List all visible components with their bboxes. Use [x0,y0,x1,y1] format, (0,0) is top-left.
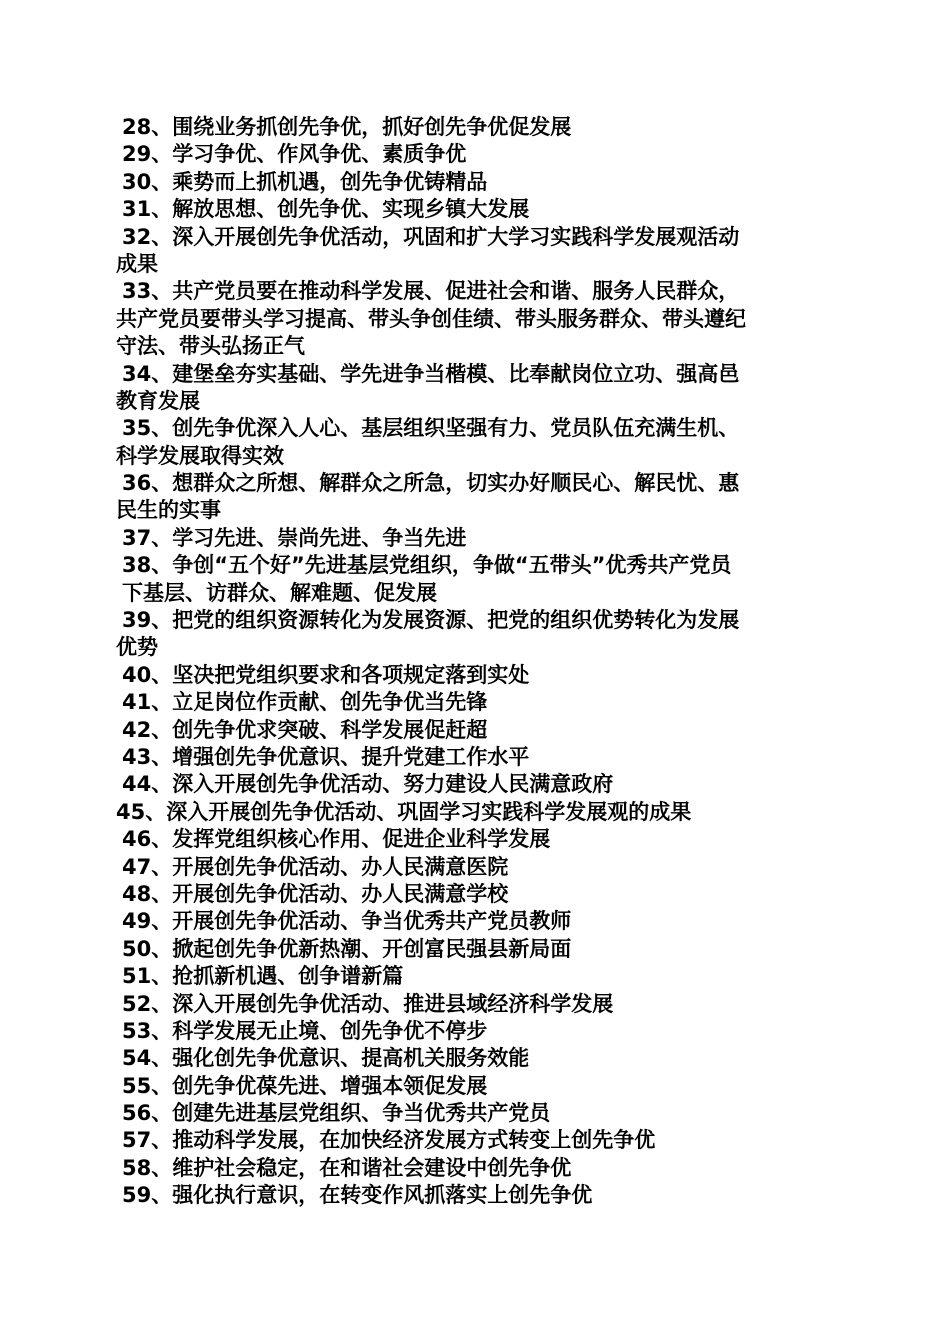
text-line: 41、立足岗位作贡献、创先争优当先锋 [122,690,488,715]
text-line: 59、强化执行意识，在转变作风抓落实上创先争优 [122,1183,593,1208]
text-line: 32、深入开展创先争优活动，巩固和扩大学习实践科学发展观活动 [122,224,740,249]
text-line: 守法、带头弘扬正气 [116,334,305,359]
text-line: 共产党员要带头学习提高、带头争创佳绩、带头服务群众、带头遵纪 [116,306,746,331]
text-line: 31、解放思想、创先争优、实现乡镇大发展 [122,197,530,222]
text-line: 34、建堡垒夯实基础、学先进争当楷模、比奉献岗位立功、强高邑 [122,361,740,386]
text-line: 36、想群众之所想、解群众之所急，切实办好顺民心、解民忧、惠 [122,471,740,496]
text-line: 35、创先争优深入人心、基层组织坚强有力、党员队伍充满生机、 [122,416,740,441]
text-line: 民生的实事 [116,498,221,523]
text-line: 58、维护社会稳定，在和谐社会建设中创先争优 [122,1155,572,1180]
text-line: 44、深入开展创先争优活动、努力建设人民满意政府 [122,772,614,797]
slogan-list [116,114,846,1210]
text-line: 49、开展创先争优活动、争当优秀共产党员教师 [122,909,572,934]
text-line: 45、深入开展创先争优活动、巩固学习实践科学发展观的成果 [116,799,692,824]
text-line: 47、开展创先争优活动、办人民满意医院 [122,854,509,879]
text-line: 48、开展创先争优活动、办人民满意学校 [122,881,509,906]
text-line: 33、共产党员要在推动科学发展、促进社会和谐、服务人民群众， [122,279,740,304]
text-line: 51、抢抓新机遇、创争谱新篇 [122,964,404,989]
text-line: 39、把党的组织资源转化为发展资源、把党的组织优势转化为发展 [122,608,740,633]
text-line: 52、深入开展创先争优活动、推进县域经济科学发展 [122,991,614,1016]
text-line: 科学发展取得实效 [116,443,284,468]
text-line: 46、发挥党组织核心作用、促进企业科学发展 [122,827,551,852]
text-line: 50、掀起创先争优新热潮、开创富民强县新局面 [122,936,572,961]
text-line: 教育发展 [116,388,200,413]
text-line: 成果 [116,251,158,276]
text-line: 57、推动科学发展，在加快经济发展方式转变上创先争优 [122,1128,656,1153]
text-line: 53、科学发展无止境、创先争优不停步 [122,1018,488,1043]
text-line: 38、争创“五个好”先进基层党组织，争做“五带头”优秀共产党员 [122,553,732,578]
text-line: 42、创先争优求突破、科学发展促赶超 [122,717,488,742]
text-line: 28、围绕业务抓创先争优，抓好创先争优促发展 [122,115,572,139]
text-line: 下基层、访群众、解难题、促发展 [122,580,437,605]
text-line: 优势 [116,635,158,660]
text-line: 37、学习先进、崇尚先进、争当先进 [122,525,467,550]
text-line: 54、强化创先争优意识、提高机关服务效能 [122,1046,530,1071]
text-line: 40、坚决把党组织要求和各项规定落到实处 [122,662,530,687]
text-line: 30、乘势而上抓机遇，创先争优铸精品 [122,169,488,194]
text-line: 29、学习争优、作风争优、素质争优 [122,142,467,167]
text-line: 56、创建先进基层党组织、争当优秀共产党员 [122,1101,551,1126]
text-line: 43、增强创先争优意识、提升党建工作水平 [122,744,530,769]
text-line: 55、创先争优葆先进、增强本领促发展 [122,1073,488,1098]
